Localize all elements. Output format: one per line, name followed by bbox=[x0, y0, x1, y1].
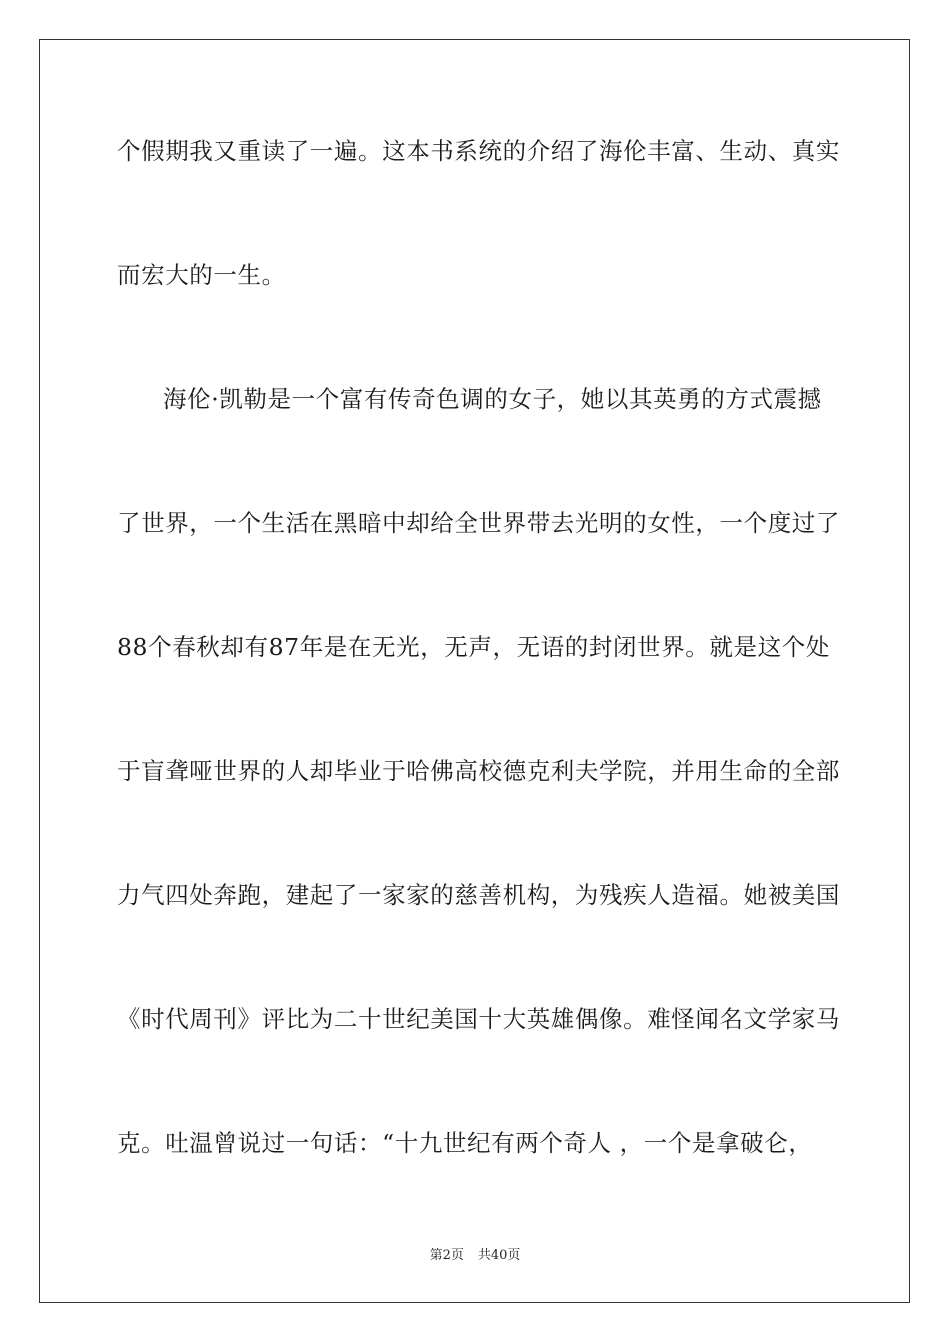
total-pages: 共40页 bbox=[477, 1248, 521, 1263]
text-line: 了世界，一个生活在黑暗中却给全世界带去光明的女性，一个度过了 bbox=[117, 509, 840, 537]
page-number: 第2页 bbox=[429, 1248, 464, 1263]
text-line: 88个春秋却有87年是在无光，无声，无语的封闭世界。就是这个处 bbox=[117, 633, 830, 661]
paragraph-start-line: 海伦·凯勒是一个富有传奇色调的女子，她以其英勇的方式震撼 bbox=[163, 385, 822, 413]
text-line: 而宏大的一生。 bbox=[117, 261, 286, 289]
text-line: 个假期我又重读了一遍。这本书系统的介绍了海伦丰富、生动、真实 bbox=[117, 137, 840, 165]
page-footer bbox=[0, 1247, 950, 1265]
text-line: 于盲聋哑世界的人却毕业于哈佛高校德克利夫学院，并用生命的全部 bbox=[117, 757, 840, 785]
page-border bbox=[39, 39, 910, 1303]
text-line: 克。吐温曾说过一句话：“十九世纪有两个奇人 ，一个是拿破仑， bbox=[117, 1129, 813, 1157]
text-line: 《时代周刊》评比为二十世纪美国十大英雄偶像。难怪闻名文学家马 bbox=[117, 1005, 840, 1033]
text-line: 力气四处奔跑，建起了一家家的慈善机构，为残疾人造福。她被美国 bbox=[117, 881, 840, 909]
